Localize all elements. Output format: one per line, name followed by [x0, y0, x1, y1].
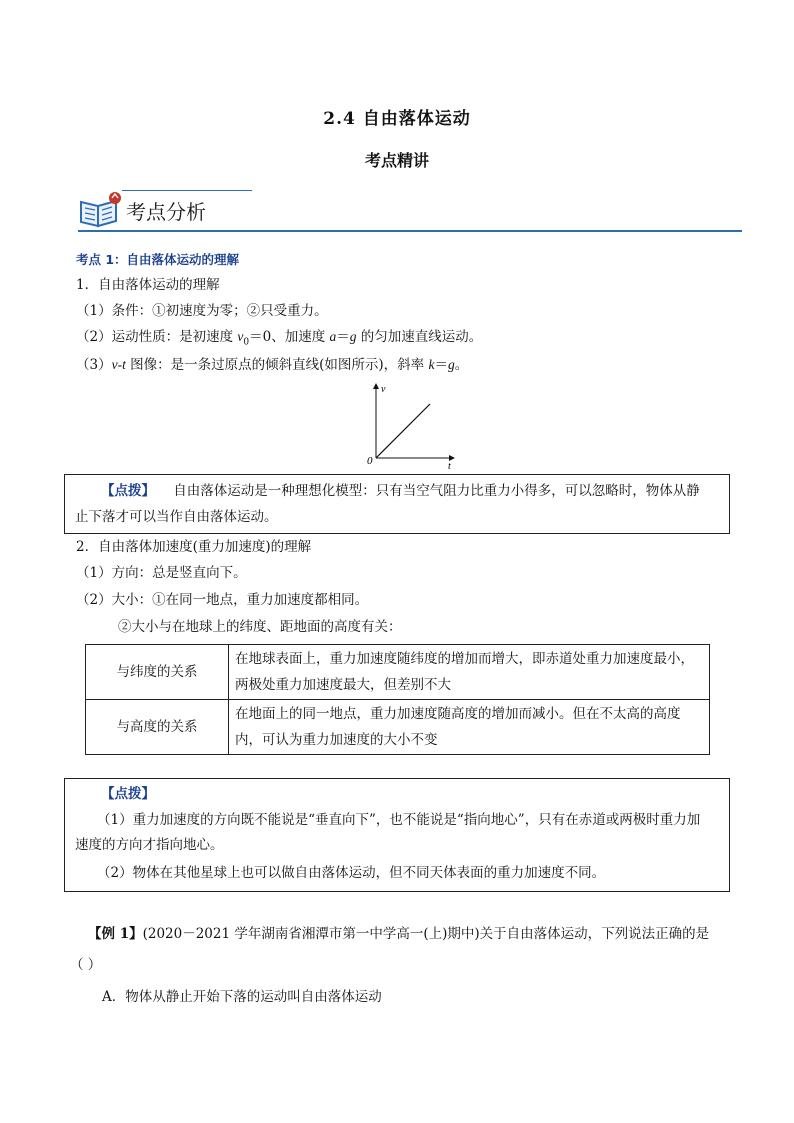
vt-graph-text: （3）v-t 图像：是一条过原点的倾斜直线(如图所示)，斜率 k＝g。 — [76, 357, 469, 373]
example-question: 【例 1】(2020－2021 学年湖南省湘潭市第一中学高一(上)期中)关于自由落体运动，下列说法正确的是 — [88, 926, 710, 942]
table-cell-key: 与纬度的关系 — [86, 645, 229, 700]
relation-table — [85, 644, 710, 755]
table-row — [86, 700, 710, 755]
page-title: 2.4 自由落体运动 — [323, 109, 471, 129]
banner-divider — [78, 230, 742, 232]
y-axis-label: v — [381, 384, 386, 395]
section-banner — [78, 186, 742, 232]
tip-label: 【点拨】 — [101, 483, 155, 499]
banner-title: 考点分析 — [126, 200, 206, 224]
option-a: A．物体从静止开始下落的运动叫自由落体运动 — [102, 989, 382, 1005]
table-cell-key: 与高度的关系 — [86, 700, 229, 755]
tip-text-line2: 止下落才可以当作自由落体运动。 — [75, 509, 278, 525]
section-heading: 考点 1：自由落体运动的理解 — [76, 252, 240, 267]
direction-text: （1）方向：总是竖直向下。 — [76, 565, 247, 581]
item-title: 1．自由落体运动的理解 — [76, 277, 220, 293]
tip2-para1-line2: 速度的方向才指向地心。 — [75, 837, 224, 853]
tip-text-line1: 自由落体运动是一种理想化模型：只有当空气阻力比重力小得多，可以忽略时，物体从静 — [173, 483, 700, 499]
vt-line — [376, 404, 430, 458]
magnitude-text-2: ②大小与在地球上的纬度、距地面的高度有关： — [118, 619, 402, 635]
origin-label: 0 — [367, 455, 373, 467]
table-row — [86, 645, 710, 700]
tip-label-2: 【点拨】 — [101, 786, 155, 802]
open-book-icon — [78, 190, 122, 228]
tip-box-2 — [64, 778, 730, 892]
table-cell-value: 在地面上的同一地点，重力加速度随高度的增加而减小。但在不太高的高度 内，可认为重力加速度的大小不变 — [229, 700, 710, 755]
banner-top-line — [122, 190, 252, 191]
magnitude-text: （2）大小：①在同一地点，重力加速度都相同。 — [76, 592, 369, 608]
tip2-para2: （2）物体在其他星球上也可以做自由落体运动，但不同天体表面的重力加速度不同。 — [97, 865, 606, 881]
x-axis-label: t — [448, 461, 451, 472]
condition-text: （1）条件：①初速度为零；②只受重力。 — [76, 303, 328, 319]
item-title-2: 2．自由落体加速度(重力加速度)的理解 — [76, 539, 312, 555]
answer-paren: （ ） — [70, 957, 102, 973]
table-cell-value: 在地球表面上，重力加速度随纬度的增加而增大，即赤道处重力加速度最小， 两极处重力加速度最大，但差别不大 — [229, 645, 710, 700]
tip2-para1-line1: （1）重力加速度的方向既不能说是“垂直向下”，也不能说是“指向地心”，只有在赤道或两极时重力加 — [97, 812, 701, 828]
motion-nature-text: （2）运动性质：是初速度 $v_0=0$、加速度 a＝g 的匀加速直线运动。 — [76, 329, 483, 348]
tip-box-1 — [64, 474, 730, 534]
page-subtitle: 考点精讲 — [364, 151, 429, 170]
vt-graph — [360, 380, 460, 472]
